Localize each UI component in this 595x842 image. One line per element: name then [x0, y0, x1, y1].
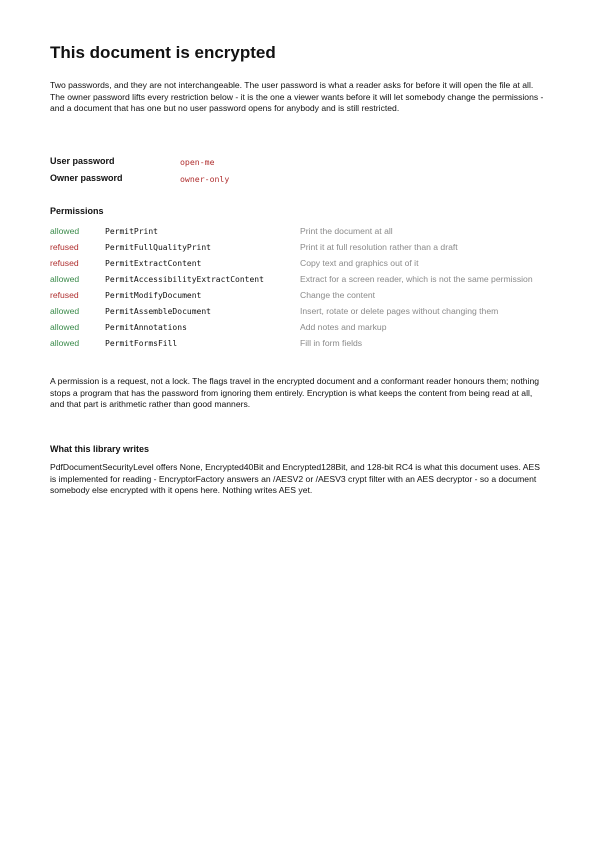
- permission-row: [50, 242, 550, 258]
- permission-row: [50, 306, 550, 322]
- permission-status: allowed: [50, 306, 80, 316]
- permission-status: allowed: [50, 274, 80, 284]
- owner-password-value: owner-only: [180, 174, 230, 184]
- permission-description: Print the document at all: [300, 226, 393, 236]
- permission-flag: PermitAnnotations: [105, 323, 187, 332]
- permission-flag: PermitModifyDocument: [105, 291, 202, 300]
- permission-status: allowed: [50, 226, 80, 236]
- library-heading: What this library writes: [50, 444, 150, 454]
- permission-status: refused: [50, 290, 79, 300]
- permission-row: [50, 322, 550, 338]
- page-title: This document is encrypted: [50, 43, 276, 62]
- permission-row: [50, 258, 550, 274]
- permission-description: Extract for a screen reader, which is not the same permission: [300, 274, 533, 284]
- intro-paragraph: Two passwords, and they are not interchangeable. The user password is what a reader asks for before it will open the file at all. The owner password lifts every restriction below - it is the one a viewer wants before it will let somebody change the permissions - and a document that has one but no user password opens for anybody and is still restricted.: [50, 80, 544, 113]
- permission-description: Change the content: [300, 290, 376, 300]
- owner-password-label: Owner password: [50, 173, 123, 183]
- permission-flag: PermitPrint: [105, 227, 158, 236]
- permission-row: [50, 338, 550, 354]
- permission-row: [50, 290, 550, 306]
- permission-note-paragraph: A permission is a request, not a lock. The flags travel in the encrypted document and a conformant reader honours them; nothing stops a program that has the password from ignoring them entirely. Encryption is what keeps the content from being read at all, and that part is arithmetic rather than good manners.: [50, 376, 540, 409]
- permission-status: refused: [50, 258, 79, 268]
- permission-description: Print it at full resolution rather than a draft: [300, 242, 458, 252]
- user-password-value: open-me: [180, 157, 215, 167]
- permission-flag: PermitExtractContent: [105, 259, 202, 268]
- permission-flag: PermitFullQualityPrint: [105, 243, 211, 252]
- permission-status: allowed: [50, 322, 80, 332]
- permission-description: Copy text and graphics out of it: [300, 258, 419, 268]
- permission-status: allowed: [50, 338, 80, 348]
- permission-flag: PermitAssembleDocument: [105, 307, 211, 316]
- permission-row: [50, 226, 550, 242]
- permission-description: Add notes and markup: [300, 322, 387, 332]
- permission-description: Fill in form fields: [300, 338, 363, 348]
- permission-description: Insert, rotate or delete pages without changing them: [300, 306, 499, 316]
- permission-row: [50, 274, 550, 290]
- permissions-heading: Permissions: [50, 206, 104, 216]
- permission-status: refused: [50, 242, 79, 252]
- user-password-label: User password: [50, 156, 115, 166]
- permission-flag: PermitAccessibilityExtractContent: [105, 275, 264, 284]
- permission-flag: PermitFormsFill: [105, 339, 178, 348]
- library-paragraph: PdfDocumentSecurityLevel offers None, Encrypted40Bit and Encrypted128Bit, and 128-bit RC4 is what this document uses. AES is implemented for reading - EncryptorFactory answers an /AESV2 or /AESV3 crypt filter with an AES decryptor - so a document somebody else encrypted with it opens here. Nothing writes AES yet.: [50, 462, 540, 495]
